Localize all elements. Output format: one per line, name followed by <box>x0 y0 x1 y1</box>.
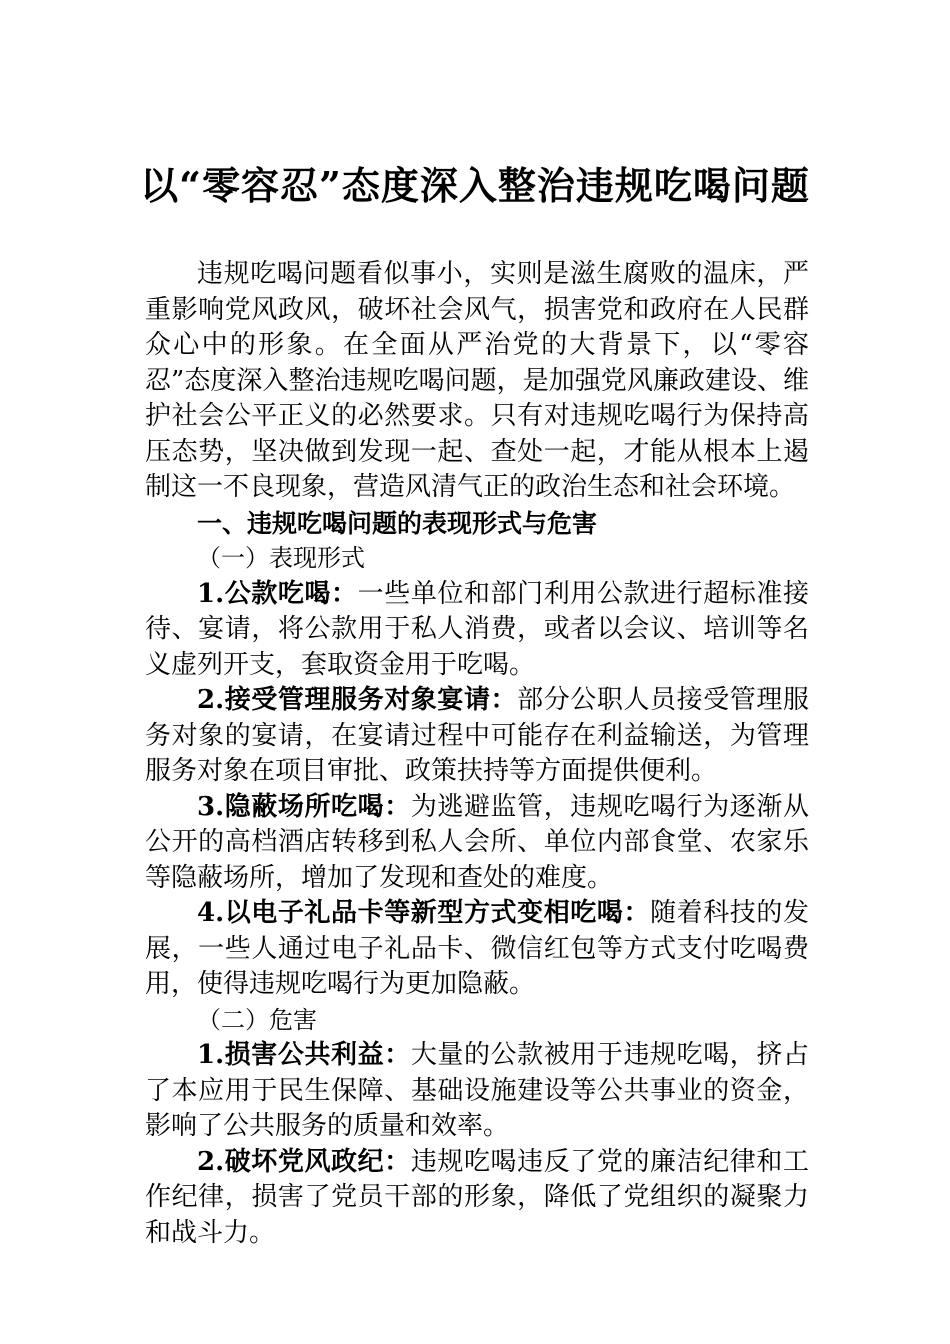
item-text: 为逃避监管，违规吃喝行为逐渐从公开的高档酒店转移到私人会所、单位内部食堂、农家乐等隐蔽场所，增加了发现和查处的难度。 <box>145 791 809 893</box>
intro-paragraph: 违规吃喝问题看似事小，实则是滋生腐败的温床，严重影响党风政风，破坏社会风气，损害党和政府在人民群众心中的形象。在全面从严治党的大背景下，以“零容忍”态度深入整治违规吃喝问题，是加强党风廉政建设、维护社会公平正义的必然要求。只有对违规吃喝行为保持高压态势，坚决做到发现一起、查处一起，才能从根本上遏制这一不良现象，营造风清气正的政治生态和社会环境。 <box>145 259 809 502</box>
document-body <box>145 257 809 1251</box>
list-item <box>145 683 809 790</box>
subsection-heading-harms: （二）危害 <box>197 1005 317 1034</box>
item-text: 违规吃喝违反了党的廉洁纪律和工作纪律，损害了党员干部的形象，降低了党组织的凝聚力和战斗力。 <box>145 1146 809 1248</box>
item-text: 随着科技的发展，一些人通过电子礼品卡、微信红包等方式支付吃喝费用，使得违规吃喝行为更加隐蔽。 <box>145 898 809 999</box>
list-item <box>145 790 809 897</box>
item-text: 大量的公款被用于违规吃喝，挤占了本应用于民生保障、基础设施建设等公共事业的资金，影响了公共服务的质量和效率。 <box>145 1040 809 1141</box>
section-heading: 一、违规吃喝问题的表现形式与危害 <box>197 508 598 538</box>
item-label: 1.公款吃喝： <box>197 578 358 609</box>
item-label: 1.损害公共利益： <box>197 1040 411 1070</box>
item-label: 2.接受管理服务对象宴请： <box>197 685 518 715</box>
list-item <box>145 1145 809 1252</box>
list-item <box>145 1038 809 1145</box>
list-item <box>145 896 809 1003</box>
item-text: 部分公职人员接受管理服务对象的宴请，在宴请过程中可能存在利益输送，为管理服务对象在项目审批、政策扶持等方面提供便利。 <box>145 685 809 786</box>
document-title: 以“零容忍”态度深入整治违规吃喝问题 <box>140 163 810 208</box>
subsection-heading-forms: （一）表现形式 <box>197 544 365 572</box>
item-label: 4.以电子礼品卡等新型方式变相吃喝： <box>197 898 651 928</box>
item-label: 3.隐蔽场所吃喝： <box>197 791 411 822</box>
item-label: 2.破坏党风政纪： <box>197 1146 411 1177</box>
list-item <box>145 577 809 684</box>
item-text: 一些单位和部门利用公款进行超标准接待、宴请，将公款用于私人消费，或者以会议、培训等名义虚列开支，套取资金用于吃喝。 <box>145 578 809 680</box>
